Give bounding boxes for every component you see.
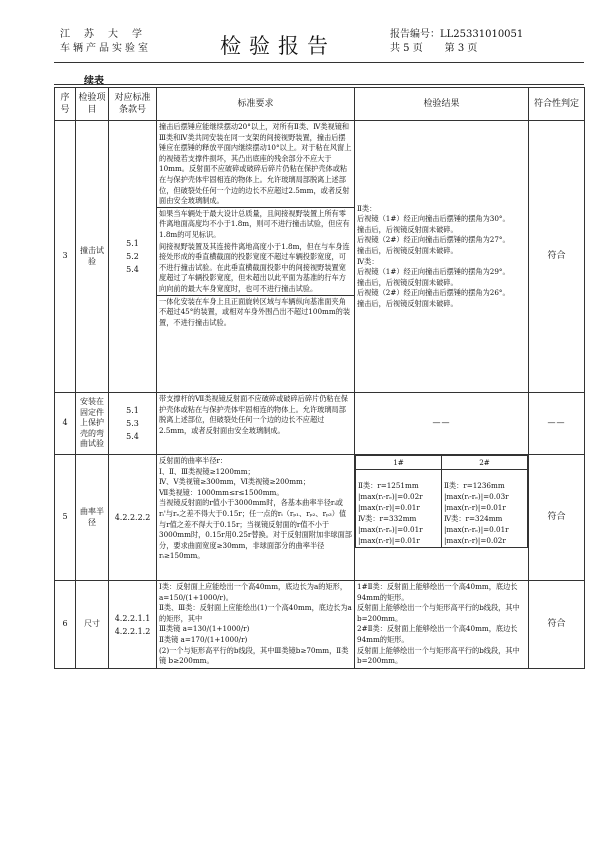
row-requirement: 撞击后摆锤应能继续摆动20°以上，对所有Ⅱ类、Ⅳ类视镜和Ⅲ类和Ⅳ类共同安装在同一支架的间接视野装置，撞击后摆锤应在摆锤的释放平面内继续摆动10°以上。对于粘在风窗上的视镜若支撑件损坏，其凸出底座的残余部分不应大于10mm。反射面不应破碎或破碎后碎片仍粘在保护壳体或粘在与保护壳体牢固相连的物体上。允许玻璃局部脱离上述部位，但破裂处任何一个边的边长不应超过2.5mm，或者反射面由安全玻璃制成。 如果当车辆处于最大设计总质量，且间接视野装置上所有零件离地面高度均不小于1.8m，则可不进行撞击试验，但应有1.8m的可见标识。 间接视野装置及其连接件离地高度小于1.8m，但在与车身连接处形成的垂直横截面的投影宽度不超过车辆投影宽度，可不进行撞击试验。在此垂直横截面投影中的间接视野装置宽度超过了车辆投影宽度，但未超出以此平面为基准的行车方向向前的最大车身宽度时，也可不进行撞击试验。 一体化安装在车身上且正面旋转区域与车辆纵向基准面夹角不超过45°的装置，或相对车身外围凸出不超过100mm的装置，不进行撞击试验。 [157, 121, 355, 393]
table-row [55, 455, 585, 581]
row-verdict: 符合 [529, 455, 585, 581]
sample-2-header: 2# [442, 456, 528, 470]
row-clauses: 4.2.2.2.2 [109, 455, 157, 581]
row-item: 撞击试验 [76, 121, 109, 393]
row-requirement: 带支撑杆的Ⅶ类视镜反射面不应破碎或破碎后碎片仍粘在保护壳体或粘在与保护壳体牢固相连的物体上。允许玻璃局部脱离上述部位，但破裂处任何一个边的边长不应超过2.5mm，或者反射面由安全玻璃制成。 [157, 393, 355, 455]
row-clauses: 4.2.2.1.1 4.2.2.1.2 [109, 581, 157, 669]
table-top-rule [54, 84, 584, 85]
table-row [55, 121, 585, 393]
continued-label: 续表 [84, 76, 104, 87]
sample-2-results: Ⅱ类：r=1236mm |max(rᵢ-rₑ)|=0.03r |max(rᵢ-r)|=0.01r Ⅳ类：r=324mm |max(rᵢ-rₑ)|=0.01r |max(rᵢ-r)|=0.02r [442, 470, 528, 548]
col-header-item: 检验项目 [76, 88, 109, 121]
col-header-requirement: 标准要求 [157, 88, 355, 121]
row-result: —— [355, 393, 529, 455]
col-header-no: 序号 [55, 88, 76, 121]
org-line-1: 江苏大学 [60, 29, 156, 40]
curvature-results [355, 455, 528, 548]
table-row [55, 393, 585, 455]
page-title: 检验报告 [220, 34, 336, 58]
row-verdict: 符合 [529, 121, 585, 393]
table-header-row [55, 88, 585, 121]
row-verdict: 符合 [529, 581, 585, 669]
row-verdict: —— [529, 393, 585, 455]
row-requirement: 反射面的曲率半径r： Ⅰ、Ⅱ、Ⅲ类视镜≥1200mm； Ⅳ、Ⅴ类视镜≥300mm，Ⅵ类视镜≥200mm； Ⅶ类视镜：1000mm≤r≤1500mm。 当视镜反射面的r值小于3000mm时，各基本曲率半径rᵢ或rᵢ'与rₑ之差不得大于0.15r；任一点的rᵢ（rₚ₁、rₚ₂、rₚ₃）值与r值之差不得大于0.15r；当视镜反射面的r值不小于3000mm时，0.15r用0.25r替换。对于反射面附加非球面部分，要求曲面宽度≥30mm，非球面部分的曲率半径rᵢ≥150mm。 [157, 455, 355, 581]
row-clauses: 5.1 5.3 5.4 [109, 393, 157, 455]
col-header-result: 检验结果 [355, 88, 529, 121]
report-number: 报告编号：LL25331010051 [390, 29, 524, 40]
col-header-clause: 对应标准条款号 [109, 88, 157, 121]
total-pages: 共 5 页 [390, 43, 423, 54]
row-clauses: 5.1 5.2 5.4 [109, 121, 157, 393]
row-number: 6 [55, 581, 76, 669]
row-result: Ⅱ类： 后视镜（1#）经正向撞击后摆锤的摆角为30°。 撞击后，后视镜反射面未破碎。 后视镜（2#）经正向撞击后摆锤的摆角为27°。 撞击后，后视镜反射面未破碎。 Ⅳ类： 后视镜（1#）经正向撞击后摆锤的摆角为29°。 撞击后，后视镜反射面未破碎。 后视镜（2#）经正向撞击后摆锤的摆角为26°。 撞击后，后视镜反射面未破碎。 [355, 121, 529, 393]
row-result: 1#Ⅱ类：反射面上能够绘出一个高40mm，底边长94mm的矩形。 反射面上能够绘出一个与矩形高平行的b线段，其中b=200mm。 2#Ⅱ类：反射面上能够绘出一个高40mm，底边长94mm的矩形。 反射面上能够绘出一个与矩形高平行的b线段，其中b=200mm。 [355, 581, 529, 669]
row-number: 4 [55, 393, 76, 455]
row-requirement: Ⅰ类：反射面上应能绘出一个高40mm，底边长为a的矩形，a=150/(1+1000/r)。 Ⅱ类、Ⅲ类：反射面上应能绘出(1)一个高40mm，底边长为a的矩形，其中 Ⅲ类镜 a=130/(1+1000/r) Ⅱ类镜 a=170/(1+1000/r) (2)一个与矩形高平行的b线段，其中Ⅲ类镜b≥70mm，Ⅱ类镜 b≥200mm。 [157, 581, 355, 669]
inspection-table [54, 87, 585, 669]
row-item: 曲率半径 [76, 455, 109, 581]
row-result [355, 455, 529, 581]
table-row [55, 581, 585, 669]
row-item: 尺寸 [76, 581, 109, 669]
row-item: 安装在固定件上保护壳的弯曲试验 [76, 393, 109, 455]
sample-1-results: Ⅱ类：r=1251mm |max(rᵢ-rₑ)|=0.02r |max(rᵢ-r)|=0.01r Ⅳ类：r=332mm |max(rᵢ-rₑ)|=0.01r |max(rᵢ-r)|=0.01r [356, 470, 442, 548]
page-number: 第 3 页 [444, 43, 478, 54]
row-number: 3 [55, 121, 76, 393]
sample-1-header: 1# [356, 456, 442, 470]
row-number: 5 [55, 455, 76, 581]
col-header-verdict: 符合性判定 [529, 88, 585, 121]
lab-name [60, 28, 156, 56]
report-meta [390, 28, 523, 56]
org-line-2: 车辆产品实验室 [60, 43, 151, 54]
header-rule [54, 62, 584, 63]
